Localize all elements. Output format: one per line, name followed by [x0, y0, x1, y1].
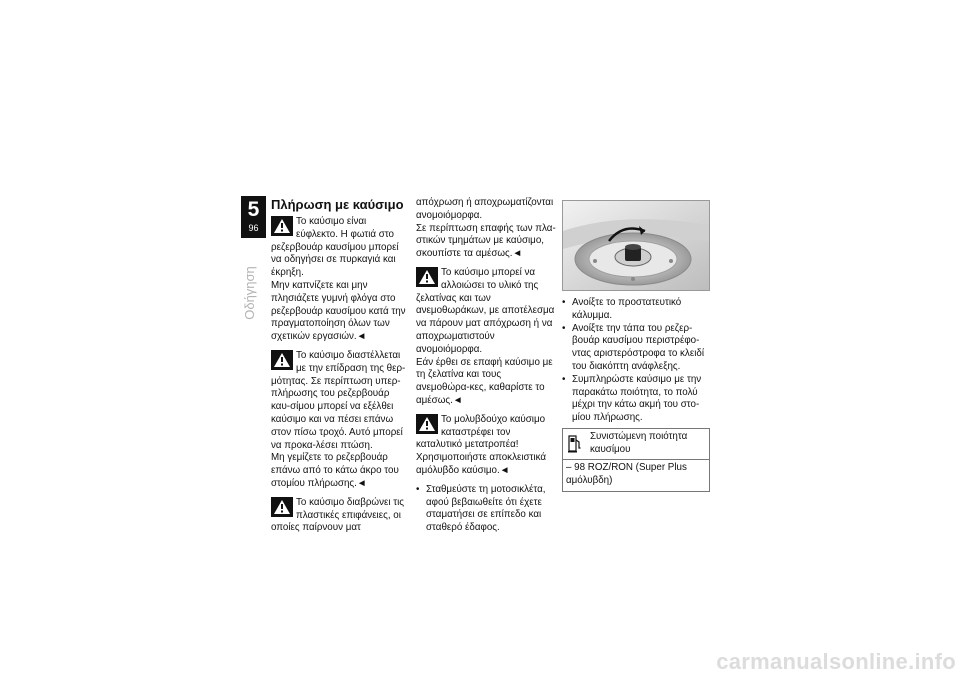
warning-text: Το μολυβδούχο καύσιμο καταστρέφει τον καταλυτικό μετατροπέα! — [416, 413, 546, 451]
list-item — [562, 323, 710, 374]
warning-icon — [416, 414, 438, 434]
bullet-glyph: • — [416, 483, 420, 495]
column-2 — [416, 197, 556, 535]
warning-text: Το καύσιμο μπορεί να αλλοιώσει το υλικό της ζελατίνας και των ανεμοθωράκων, με αποτέλεσμα να πάρουν ματ απόχρωση ή να αποχρωματιστούν ανομοιόμορφα. — [416, 266, 555, 355]
paragraph: Χρησιμοποιήστε αποκλειστικά αμόλυβδο καύσιμο.◄ — [416, 452, 547, 476]
warning-icon — [416, 267, 438, 287]
column-1 — [271, 197, 409, 535]
step-list — [562, 297, 710, 425]
warning-block — [271, 497, 409, 535]
watermark-text: carmanualsonline.info — [716, 649, 956, 674]
paragraph: Μη γεμίζετε το ρεζερβουάρ επάνω από το κάτω άκρο του στομίου πλήρωσης.◄ — [271, 452, 399, 489]
fuel-pump-icon — [568, 433, 582, 458]
warning-block — [416, 267, 556, 357]
chapter-tab — [241, 196, 266, 238]
warning-block — [271, 350, 409, 452]
bullet-glyph: • — [562, 322, 566, 334]
warning-text: Το καύσιμο διαστέλλεται με την επίδραση της θερ-μότητας. Σε περίπτωση υπερ-πλήρωσης του ρεζερβουάρ καυ-σίμου μπορεί να εξέλθει καύσιμο και να πέσει επάνω στον πίσω τροχό. Αυτό μπορεί να προκα-λέσει πτώση. — [271, 349, 406, 451]
paragraph: Μην καπνίζετε και μην πλησιάζετε γυμνή φλόγα στο ρεζερβουάρ καυσίμου κατά την πραγματοποίηση όλων των σχετικών εργασιών.◄ — [271, 279, 406, 343]
list-item-text: Ανοίξτε το προστατευτικό κάλυμμα. — [572, 297, 682, 321]
fuel-quality-title: Συνιστώμενη ποιότητα καυσίμου — [590, 430, 688, 455]
warning-icon — [271, 497, 293, 517]
step-list — [416, 484, 556, 535]
paragraph: Εάν έρθει σε επαφή καύσιμο με τη ζελατίνα και τους ανεμοθώρα-κες, καθαρίστε το αμέσως.◄ — [416, 356, 553, 406]
paragraph: απόχρωση ή αποχρωματίζονται ανομοιόμορφα. — [416, 197, 554, 221]
page-title: Πλήρωση με καύσιμο — [271, 197, 404, 212]
list-item-text: Συμπληρώστε καύσιμο με την παρακάτω ποιότητα, το πολύ μέχρι την κάτω ακμή του στο-μίου πλήρωσης. — [572, 373, 702, 424]
page-number: 96 — [248, 223, 259, 233]
list-item-text: Σταθμεύστε τη μοτοσικλέτα, αφού βεβαιωθείτε ότι έχετε σταματήσει σε επίπεδο και σταθερό έδαφος. — [426, 483, 546, 534]
fuel-quality-header — [563, 429, 709, 459]
warning-text: Το καύσιμο διαβρώνει τις πλαστικές επιφάνειες, οι οποίες παίρνουν ματ — [271, 496, 404, 534]
warning-text: Το καύσιμο είναι εύφλεκτο. Η φωτιά στο ρεζερβουάρ καυσίμου μπορεί να οδηγήσει σε πυρκαγιά και έκρηξη. — [271, 216, 399, 279]
fuel-cap-photo — [562, 200, 710, 291]
column-3 — [562, 200, 710, 492]
paragraph: Σε περίπτωση επαφής των πλα-στικών τμημάτων με καύσιμο, σκουπίστε τα αμέσως.◄ — [416, 222, 556, 260]
list-item — [562, 374, 710, 425]
list-item-text: Ανοίξτε την τάπα του ρεζερ-βουάρ καυσίμου περιστρέφο-ντας αριστερόστροφα το κλειδί του διακόπτη ανάφλεξης. — [572, 322, 705, 372]
warning-block — [271, 216, 409, 280]
chapter-number: 5 — [247, 198, 260, 221]
warning-icon — [271, 216, 293, 236]
bullet-glyph: • — [562, 297, 566, 308]
list-item — [416, 484, 556, 535]
fuel-quality-box — [562, 428, 710, 492]
warning-block — [416, 414, 556, 452]
fuel-quality-value: – 98 ROZ/RON (Super Plus αμόλυβδη) — [563, 459, 709, 491]
section-side-label: Οδήγηση — [242, 266, 257, 320]
warning-icon — [271, 350, 293, 370]
bullet-glyph: • — [562, 373, 566, 385]
list-item — [562, 297, 710, 323]
